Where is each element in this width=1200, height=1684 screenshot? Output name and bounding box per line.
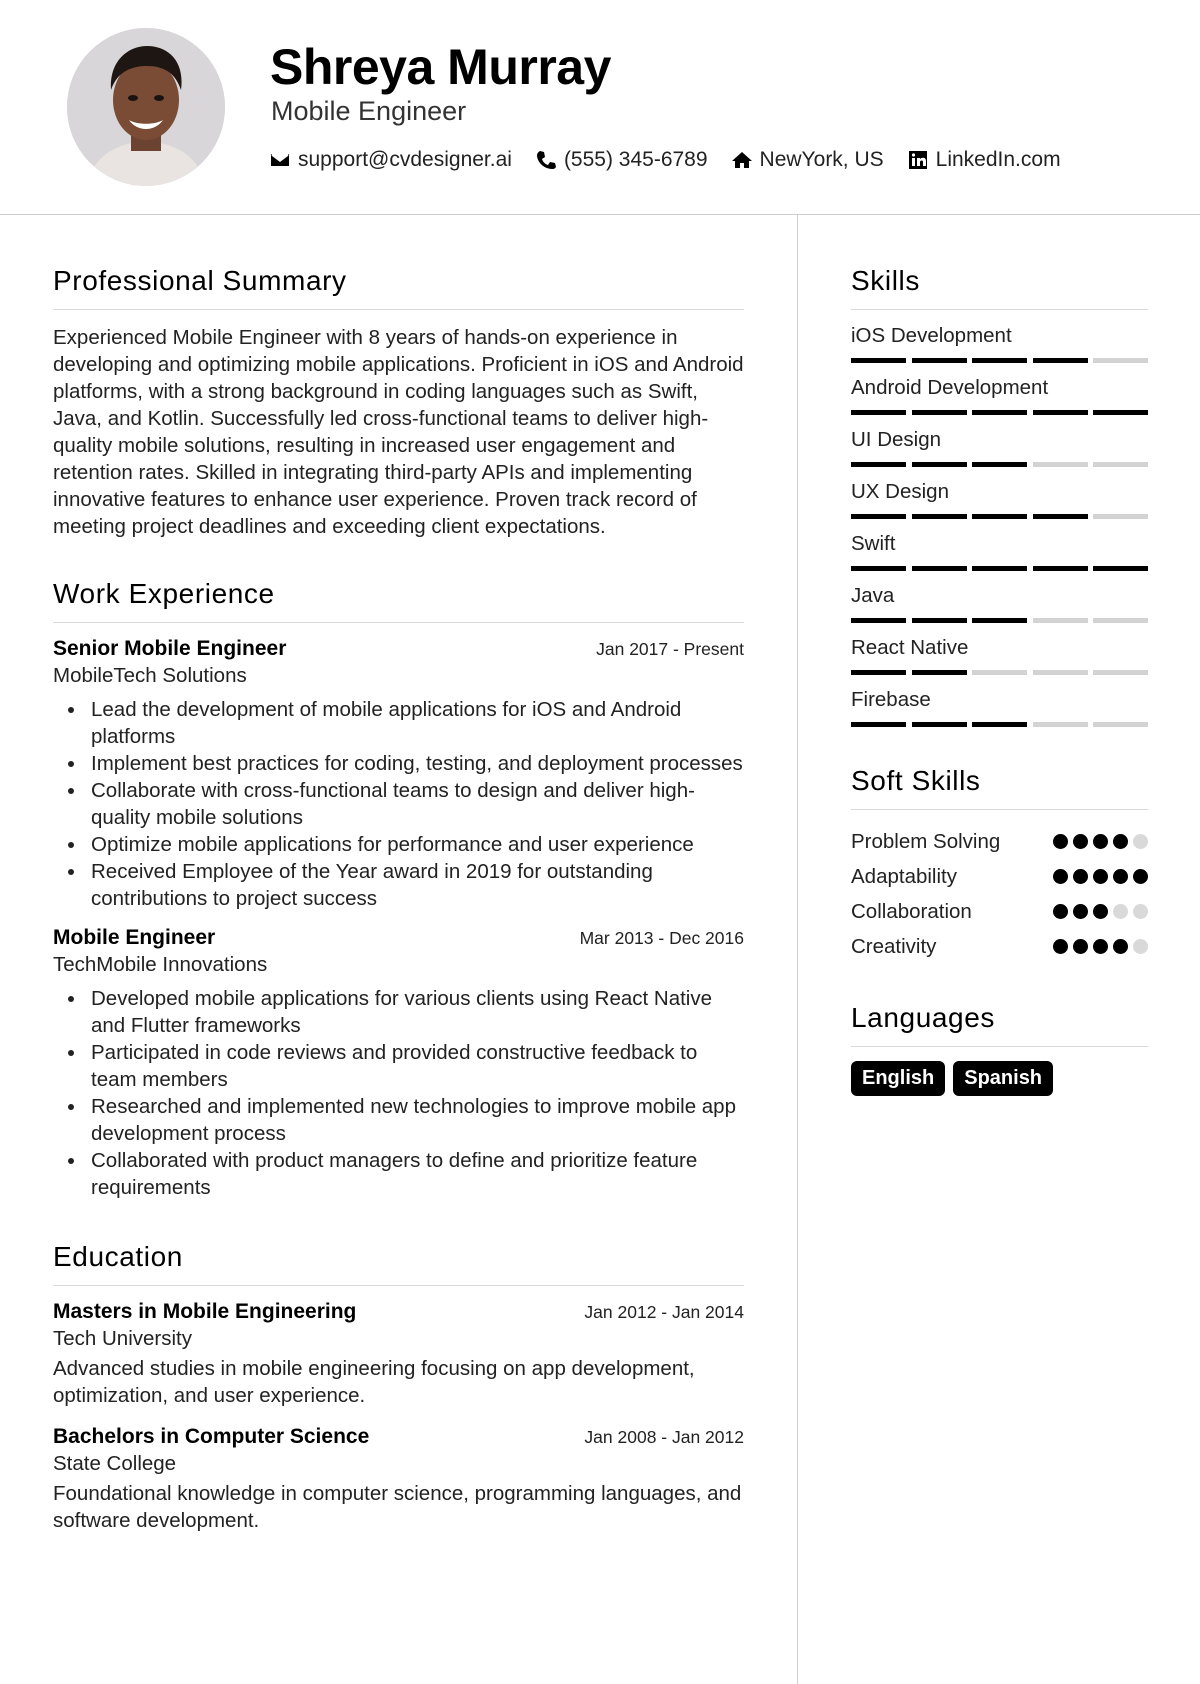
- job-bullet: Optimize mobile applications for performance and user experience: [53, 831, 744, 858]
- rating-dot: [1053, 904, 1068, 919]
- skill-level-bars: [851, 722, 1148, 727]
- skill-name: Swift: [851, 532, 896, 555]
- education-entry: [53, 1425, 744, 1534]
- rating-dot: [1113, 869, 1128, 884]
- soft-skill-item: [851, 929, 1148, 964]
- rating-dot: [1053, 834, 1068, 849]
- skill-level-segment: [912, 566, 967, 571]
- skill-name: Java: [851, 584, 895, 607]
- skill-level-segment: [1093, 670, 1148, 675]
- job-bullet: Implement best practices for coding, testing, and deployment processes: [53, 750, 744, 777]
- job-bullets: [53, 985, 744, 1201]
- skills-section: [851, 265, 1148, 727]
- skill-level-segment: [1093, 618, 1148, 623]
- main-column: [53, 265, 744, 1572]
- contact-email-text: support@cvdesigner.ai: [298, 148, 512, 171]
- education-description: Advanced studies in mobile engineering focusing on app development, optimization, and user experience.: [53, 1357, 695, 1407]
- resume-header: [0, 0, 1200, 215]
- skill-level-segment: [972, 670, 1027, 675]
- skill-level-segment: [1033, 358, 1088, 363]
- candidate-name: Shreya Murray: [270, 39, 611, 95]
- skill-level-segment: [912, 618, 967, 623]
- rating-dot: [1073, 834, 1088, 849]
- skill-level-segment: [1033, 618, 1088, 623]
- skill-level-segment: [972, 410, 1027, 415]
- skill-level-segment: [912, 722, 967, 727]
- job-bullet: Researched and implemented new technologies to improve mobile app development process: [53, 1093, 744, 1147]
- skill-level-segment: [912, 358, 967, 363]
- skill-level-segment: [851, 514, 906, 519]
- languages-list: [851, 1061, 1148, 1096]
- skill-name: React Native: [851, 636, 969, 659]
- education-degree: Masters in Mobile Engineering: [53, 1300, 357, 1323]
- skill-item: [851, 376, 1148, 415]
- education-section: [53, 1241, 744, 1534]
- education-degree: Bachelors in Computer Science: [53, 1425, 370, 1448]
- rating-dot: [1133, 869, 1148, 884]
- skill-level-segment: [1093, 722, 1148, 727]
- skill-level-bars: [851, 358, 1148, 363]
- skill-level-segment: [1093, 410, 1148, 415]
- rating-dot: [1113, 834, 1128, 849]
- contact-phone-text: (555) 345-6789: [563, 148, 708, 171]
- job-bullet: Received Employee of the Year award in 2019 for outstanding contributions to project success: [53, 858, 744, 912]
- sidebar-column: [851, 265, 1148, 1134]
- skill-level-bars: [851, 410, 1148, 415]
- skill-level-segment: [1033, 722, 1088, 727]
- soft-skill-rating: [1048, 904, 1148, 919]
- skill-level-segment: [851, 358, 906, 363]
- skill-level-segment: [912, 462, 967, 467]
- skill-level-segment: [1093, 358, 1148, 363]
- skill-level-segment: [851, 566, 906, 571]
- soft-skill-item: [851, 894, 1148, 929]
- linkedin-icon: [908, 150, 928, 170]
- contact-linkedin[interactable]: [908, 148, 1061, 172]
- skill-level-segment: [912, 410, 967, 415]
- rating-dot: [1073, 904, 1088, 919]
- skill-level-segment: [1033, 410, 1088, 415]
- soft-skill-name: Problem Solving: [851, 829, 1001, 853]
- rating-dot: [1113, 904, 1128, 919]
- education-date: Jan 2012 - Jan 2014: [584, 1302, 744, 1322]
- skill-item: [851, 636, 1148, 675]
- skill-level-segment: [851, 618, 906, 623]
- skill-name: Firebase: [851, 688, 931, 711]
- rating-dot: [1053, 869, 1068, 884]
- skill-level-segment: [851, 410, 906, 415]
- skill-level-bars: [851, 618, 1148, 623]
- skill-name: UI Design: [851, 428, 942, 451]
- education-entry: [53, 1300, 744, 1409]
- job-bullet: Developed mobile applications for various clients using React Native and Flutter frameworks: [53, 985, 744, 1039]
- job-company: MobileTech Solutions: [53, 664, 247, 687]
- job-entry: [53, 926, 744, 1201]
- job-title: Senior Mobile Engineer: [53, 637, 287, 660]
- rating-dot: [1053, 939, 1068, 954]
- rating-dot: [1113, 939, 1128, 954]
- skill-name: UX Design: [851, 480, 949, 503]
- rating-dot: [1133, 834, 1148, 849]
- skill-level-segment: [972, 722, 1027, 727]
- envelope-icon: [270, 150, 290, 170]
- skill-level-segment: [912, 514, 967, 519]
- contact-linkedin-text: LinkedIn.com: [935, 148, 1061, 171]
- contact-location-text: NewYork, US: [759, 148, 884, 171]
- skill-level-segment: [1033, 514, 1088, 519]
- soft-skill-rating: [1048, 939, 1148, 954]
- summary-section: [53, 265, 744, 540]
- rating-dot: [1093, 939, 1108, 954]
- job-title: Mobile Engineer: [53, 926, 216, 949]
- contact-email[interactable]: [270, 148, 512, 172]
- skill-level-segment: [972, 462, 1027, 467]
- job-entry: [53, 637, 744, 912]
- soft-skill-rating: [1048, 834, 1148, 849]
- skill-level-segment: [972, 618, 1027, 623]
- education-school: State College: [53, 1452, 177, 1475]
- skill-level-segment: [1033, 566, 1088, 571]
- contact-phone[interactable]: [536, 148, 708, 172]
- soft-skill-item: [851, 824, 1148, 859]
- education-date: Jan 2008 - Jan 2012: [584, 1427, 744, 1447]
- soft-skill-name: Adaptability: [851, 864, 957, 888]
- education-description: Foundational knowledge in computer science, programming languages, and software development.: [53, 1482, 742, 1532]
- candidate-role: Mobile Engineer: [271, 96, 467, 126]
- rating-dot: [1093, 904, 1108, 919]
- skill-level-bars: [851, 514, 1148, 519]
- skill-level-bars: [851, 566, 1148, 571]
- skill-level-segment: [1093, 514, 1148, 519]
- contact-location[interactable]: [732, 148, 884, 172]
- skill-level-segment: [1093, 462, 1148, 467]
- profile-photo-illustration: [67, 28, 225, 186]
- rating-dot: [1093, 869, 1108, 884]
- job-bullet: Lead the development of mobile applications for iOS and Android platforms: [53, 696, 744, 750]
- soft-skills-title: Soft Skills: [851, 765, 1148, 810]
- skill-level-segment: [851, 670, 906, 675]
- skill-level-segment: [1093, 566, 1148, 571]
- skill-item: [851, 324, 1148, 363]
- skill-item: [851, 532, 1148, 571]
- job-bullets: [53, 696, 744, 912]
- skill-name: Android Development: [851, 376, 1049, 399]
- skills-list: [851, 324, 1148, 727]
- skill-level-bars: [851, 462, 1148, 467]
- language-tag: English: [851, 1061, 945, 1096]
- skill-level-segment: [972, 566, 1027, 571]
- skill-level-segment: [1033, 462, 1088, 467]
- rating-dot: [1133, 939, 1148, 954]
- job-date: Jan 2017 - Present: [596, 639, 744, 659]
- skill-level-segment: [851, 722, 906, 727]
- skill-item: [851, 428, 1148, 467]
- soft-skill-name: Collaboration: [851, 899, 972, 923]
- soft-skill-name: Creativity: [851, 934, 937, 958]
- phone-icon: [536, 150, 556, 170]
- job-bullet: Collaborate with cross-functional teams to design and deliver high-quality mobile solutions: [53, 777, 744, 831]
- education-title: Education: [53, 1241, 744, 1286]
- summary-text: Experienced Mobile Engineer with 8 years of hands-on experience in developing and optimizing mobile applications. Proficient in iOS and Android platforms, with a strong background in coding languages such as Swift, Java, and Kotlin. Successfully led cross-functional teams to deliver high-quality mobile solutions, resulting in increased user engagement and retention rates. Skilled in integrating third-party APIs and implementing innovative features to enhance user experience. Proven track record of meeting project deadlines and exceeding client expectations.: [53, 326, 744, 538]
- skill-level-segment: [912, 670, 967, 675]
- skill-level-segment: [972, 514, 1027, 519]
- language-tag: Spanish: [953, 1061, 1053, 1096]
- languages-section: [851, 1002, 1148, 1096]
- rating-dot: [1093, 834, 1108, 849]
- soft-skill-item: [851, 859, 1148, 894]
- job-bullet: Participated in code reviews and provided constructive feedback to team members: [53, 1039, 744, 1093]
- summary-title: Professional Summary: [53, 265, 744, 310]
- contact-bar: [270, 148, 1085, 172]
- skill-item: [851, 688, 1148, 727]
- experience-title: Work Experience: [53, 578, 744, 623]
- skill-level-segment: [972, 358, 1027, 363]
- rating-dot: [1073, 869, 1088, 884]
- languages-title: Languages: [851, 1002, 1148, 1047]
- rating-dot: [1073, 939, 1088, 954]
- skill-level-bars: [851, 670, 1148, 675]
- job-company: TechMobile Innovations: [53, 953, 268, 976]
- education-school: Tech University: [53, 1327, 192, 1350]
- skills-title: Skills: [851, 265, 1148, 310]
- skill-item: [851, 584, 1148, 623]
- job-date: Mar 2013 - Dec 2016: [579, 928, 744, 948]
- home-icon: [732, 150, 752, 170]
- skill-item: [851, 480, 1148, 519]
- rating-dot: [1133, 904, 1148, 919]
- soft-skills-list: [851, 824, 1148, 964]
- skill-name: iOS Development: [851, 324, 1012, 347]
- soft-skill-rating: [1048, 869, 1148, 884]
- job-bullet: Collaborated with product managers to define and prioritize feature requirements: [53, 1147, 744, 1201]
- column-divider: [797, 215, 798, 1684]
- profile-photo: [67, 28, 225, 186]
- experience-section: [53, 578, 744, 1201]
- soft-skills-section: [851, 765, 1148, 964]
- skill-level-segment: [851, 462, 906, 467]
- skill-level-segment: [1033, 670, 1088, 675]
